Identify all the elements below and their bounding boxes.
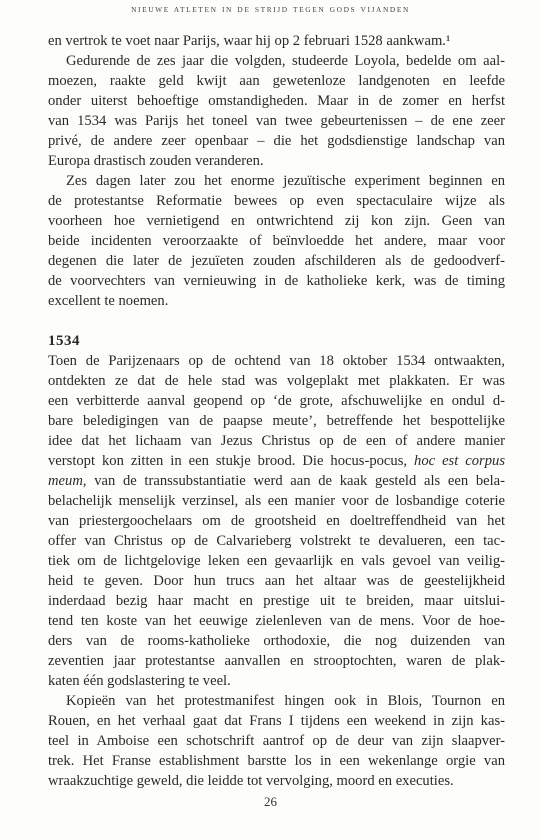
text-line: de voorvechters van vernieuwing in de katholieke kerk, was de timing <box>48 273 505 289</box>
text-line: ontdekten ze dat de hele stad was volgeplakt met plakkaten. Er was <box>48 373 505 389</box>
text-line: privé, de andere zeer openbaar – die het godsdienstige landschap van <box>48 133 505 149</box>
italic-phrase: meum <box>48 473 83 489</box>
text-line: trek. Het Franse establishment barstte los in een wekenlange orgie van <box>48 753 505 769</box>
text-line: Rouen, en het verhaal gaat dat Frans I tijdens een weekend in zijn kas- <box>48 713 505 729</box>
text-line: van 1534 was Parijs het toneel van twee gebeurtenissen – de ene zeer <box>48 113 505 129</box>
text-line: zeventien jaar protestantse aanvallen en strooptochten, waren de plak- <box>48 653 505 669</box>
text-line: Toen de Parijzenaars op de ochtend van 18 oktober 1534 ontwaakten, <box>48 353 505 369</box>
text-line: en vertrok te voet naar Parijs, waar hij op 2 februari 1528 aankwam.¹ <box>48 33 451 49</box>
text-line: van priestergoochelaars om de grootsheid en doeltreffendheid van het <box>48 513 505 529</box>
text-line: tiek om de lichtgelovige leken een gevaarlijk en vals gevoel van veilig- <box>48 553 505 569</box>
text-line: offer van Christus op de Calvarieberg volstrekt te devalueren, een tac- <box>48 533 505 549</box>
text-line: Europa drastisch zouden veranderen. <box>48 153 264 169</box>
text-line: voorheen hoe vernietigend en ontwrichtend zij kon zijn. Geen van <box>48 213 505 229</box>
text-line: excellent te noemen. <box>48 293 169 309</box>
text-line: katen één godslastering te veel. <box>48 673 231 689</box>
page-number: 26 <box>264 794 277 809</box>
text-line: belachelijk menselijk verzinsel, als een manier voor de losbandige coterie <box>48 493 505 509</box>
running-head: NIEUWE ATLETEN IN DE STRIJD TEGEN GODS VIJANDEN <box>131 5 410 14</box>
section-heading: 1534 <box>48 333 80 349</box>
text-run: verstopt kon zitten in een stukje brood. Die hocus-pocus, <box>48 453 415 469</box>
section-break <box>48 311 505 331</box>
text-line: Zes dagen later zou het enorme jezuïtische experiment beginnen en <box>66 173 505 189</box>
text-line-mixed <box>48 471 505 491</box>
text-line: de protestantse Reformatie bewees op even spectaculaire wijze als <box>48 193 505 209</box>
text-line: idee dat het lichaam van Jezus Christus op de een of andere manier <box>48 433 505 449</box>
italic-phrase: hoc est corpus <box>414 453 505 469</box>
text-line: bare beledigingen van de paapse meute’, betreffende het bespottelijke <box>48 413 505 429</box>
text-run: , van de transsubstantiatie werd aan de kaak gesteld als een bela- <box>82 473 505 489</box>
text-line: heid te geven. Door hun trucs aan het altaar was de geestelijkheid <box>48 573 505 589</box>
text-line: degenen die later de jezuïeten zouden afschilderen als de gedoodverf- <box>48 253 505 269</box>
text-line: beide incidenten veroorzaakte of beïnvloedde het andere, maar voor <box>48 233 505 249</box>
body-text <box>48 31 505 791</box>
text-line: een verbitterde aanval geopend op ‘de grote, afschuwelijke en ondul d- <box>48 393 505 409</box>
text-line: wraakzuchtige geweld, die leidde tot vervolging, moord en executies. <box>48 773 454 789</box>
text-line: inderdaad bezig haar macht en prestige uit te breiden, maar uitslui- <box>48 593 505 609</box>
text-line: tend ten koste van het eeuwige zielenleven van de mens. Voor de hoe- <box>48 613 505 629</box>
text-line: moezen, raakte geld kwijt aan gewetenloze landgenoten en leefde <box>48 73 505 89</box>
text-line: Kopieën van het protestmanifest hingen ook in Blois, Tournon en <box>66 693 505 709</box>
text-line: ders van de rooms-katholieke orthodoxie, die nog duizenden van <box>48 633 505 649</box>
text-line: onder uiterst behoeftige omstandigheden. Maar in de zomer en herfst <box>48 93 505 109</box>
text-line: Gedurende de zes jaar die volgden, studeerde Loyola, bedelde om aal- <box>66 53 505 69</box>
text-line-mixed <box>48 451 505 471</box>
text-line: teel in Amboise een schotschrift aantrof op de deur van zijn slaapver- <box>48 733 505 749</box>
